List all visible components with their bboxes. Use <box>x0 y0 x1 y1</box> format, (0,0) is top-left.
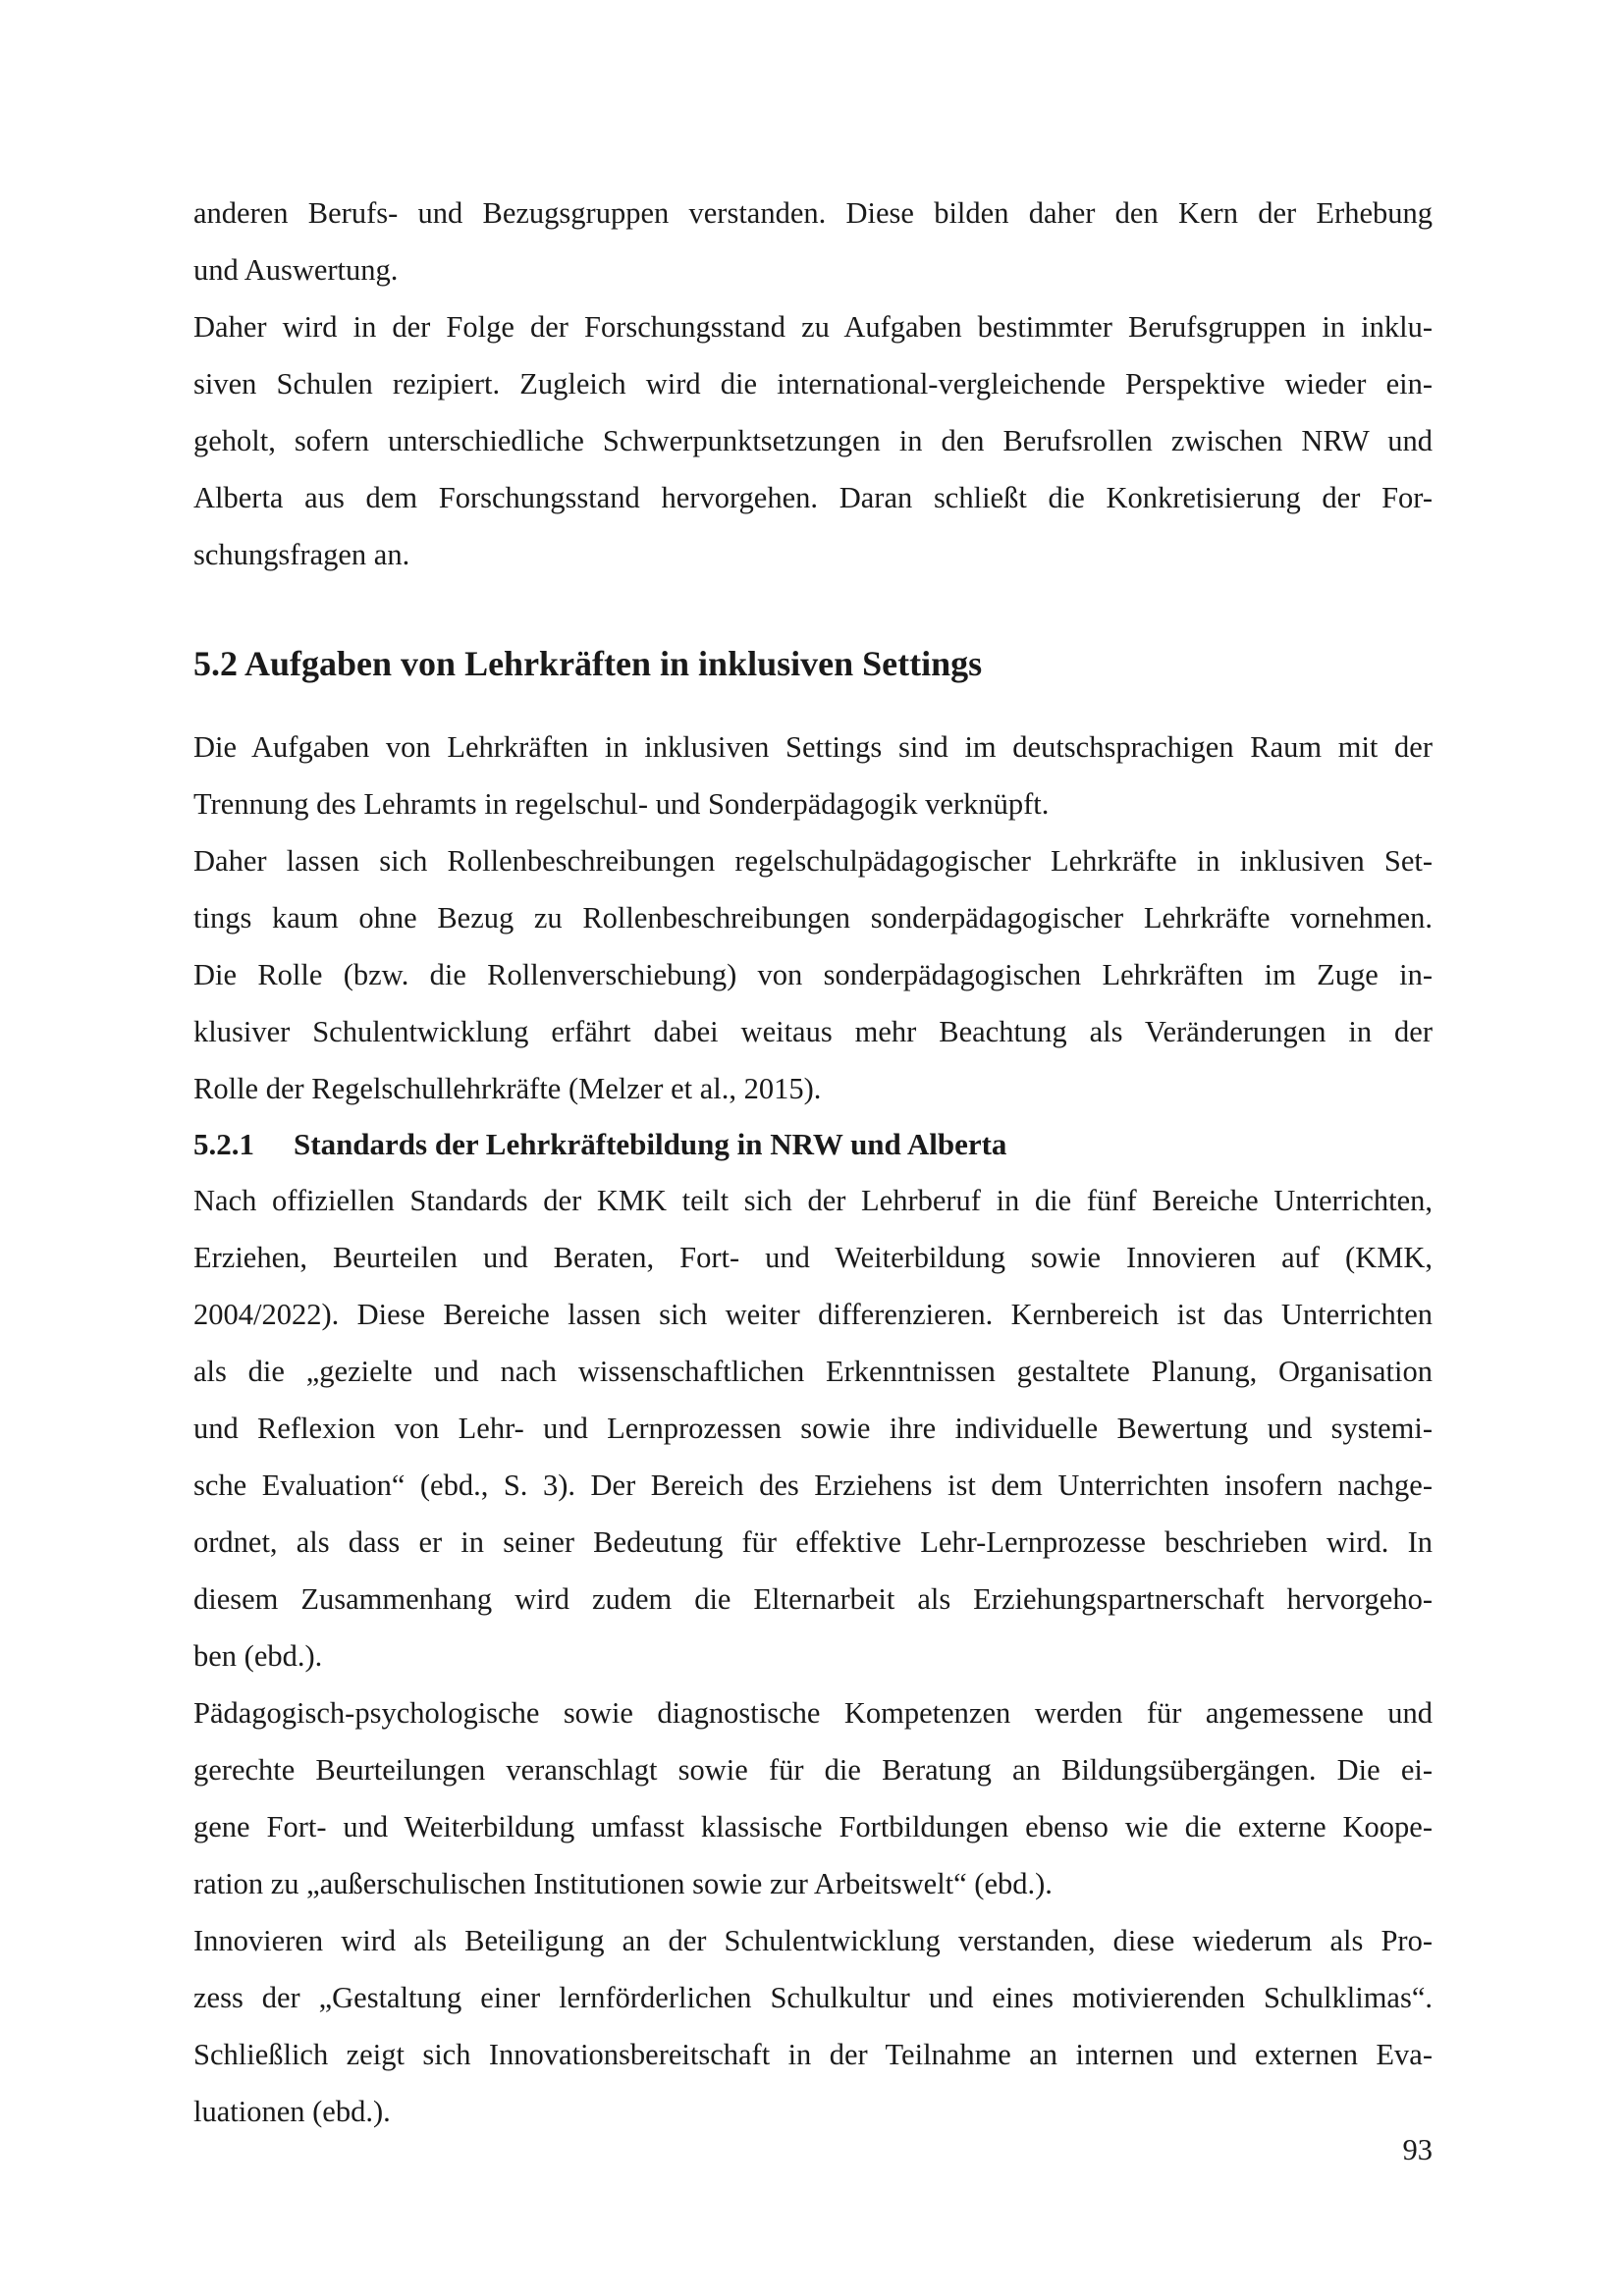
paragraph-line: ration zu „außerschulischen Institutionen sowie zur Arbeitswelt“ (ebd.). <box>193 1867 1053 1900</box>
paragraph-4 <box>193 832 1433 1117</box>
paragraph-line: tings kaum ohne Bezug zu Rollenbeschreibungen sonderpädagogischer Lehrkräfte vornehmen. <box>193 901 1433 934</box>
paragraph-line: gene Fort- und Weiterbildung umfasst klassische Fortbildungen ebenso wie die externe Koope- <box>193 1810 1433 1843</box>
paragraph-line: 2004/2022). Diese Bereiche lassen sich weiter differenzieren. Kernbereich ist das Unterrichten <box>193 1298 1433 1331</box>
paragraph-line: sche Evaluation“ (ebd., S. 3). Der Bereich des Erziehens ist dem Unterrichten insofern nachge- <box>193 1468 1433 1502</box>
paragraph-line: Innovieren wird als Beteiligung an der Schulentwicklung verstanden, diese wiederum als Pro- <box>193 1924 1433 1957</box>
paragraph-line: Pädagogisch-psychologische sowie diagnostische Kompetenzen werden für angemessene und <box>193 1696 1433 1730</box>
paragraph-line: Nach offiziellen Standards der KMK teilt sich der Lehrberuf in die fünf Bereiche Unterrichten, <box>193 1184 1433 1217</box>
paragraph-line: gerechte Beurteilungen veranschlagt sowie für die Beratung an Bildungsübergängen. Die ei- <box>193 1753 1433 1787</box>
paragraph-line: luationen (ebd.). <box>193 2095 391 2128</box>
paragraph-line: Daher wird in der Folge der Forschungsstand zu Aufgaben bestimmter Berufsgruppen in inklu- <box>193 310 1433 344</box>
paragraph-line: als die „gezielte und nach wissenschaftlichen Erkenntnissen gestaltete Planung, Organisation <box>193 1355 1433 1388</box>
paragraph-line: und Auswertung. <box>193 253 399 287</box>
paragraph-6 <box>193 1684 1433 1912</box>
section-number: 5.2.1 <box>193 1127 254 1161</box>
paragraph-3 <box>193 719 1433 832</box>
paragraph-line: Erziehen, Beurteilen und Beraten, Fort- und Weiterbildung sowie Innovieren auf (KMK, <box>193 1241 1433 1274</box>
paragraph-line: diesem Zusammenhang wird zudem die Elternarbeit als Erziehungspartnerschaft hervorgeho- <box>193 1582 1433 1616</box>
paragraph-line: Schließlich zeigt sich Innovationsbereitschaft in der Teilnahme an internen und externen Eva- <box>193 2038 1433 2071</box>
document-page <box>193 185 1433 2140</box>
section-heading-5-2-1 <box>193 1123 1433 1166</box>
paragraph-line: siven Schulen rezipiert. Zugleich wird die international-vergleichende Perspektive wieder ein- <box>193 367 1433 400</box>
paragraph-line: ordnet, als dass er in seiner Bedeutung für effektive Lehr-Lernprozesse beschrieben wird. In <box>193 1525 1433 1559</box>
paragraph-line: Alberta aus dem Forschungsstand hervorgehen. Daran schließt die Konkretisierung der For- <box>193 481 1433 514</box>
paragraph-line: Daher lassen sich Rollenbeschreibungen regelschulpädagogischer Lehrkräfte in inklusiven Set- <box>193 844 1433 878</box>
section-title: Standards der Lehrkräftebildung in NRW und Alberta <box>294 1127 1007 1161</box>
paragraph-line: Die Aufgaben von Lehrkräften in inklusiven Settings sind im deutschsprachigen Raum mit der <box>193 730 1433 764</box>
paragraph-line: anderen Berufs- und Bezugsgruppen verstanden. Diese bilden daher den Kern der Erhebung <box>193 196 1433 230</box>
paragraph-line: schungsfragen an. <box>193 538 410 571</box>
paragraph-1 <box>193 185 1433 298</box>
paragraph-2 <box>193 298 1433 583</box>
paragraph-line: Rolle der Regelschullehrkräfte (Melzer et al., 2015). <box>193 1072 822 1105</box>
paragraph-5 <box>193 1172 1433 1684</box>
section-heading-5-2: 5.2 Aufgaben von Lehrkräften in inklusiven Settings <box>193 644 983 683</box>
paragraph-line: und Reflexion von Lehr- und Lernprozessen sowie ihre individuelle Bewertung und systemi- <box>193 1412 1433 1445</box>
paragraph-line: Trennung des Lehramts in regelschul- und Sonderpädagogik verknüpft. <box>193 787 1050 821</box>
paragraph-line: Die Rolle (bzw. die Rollenverschiebung) von sonderpädagogischen Lehrkräften im Zuge in- <box>193 958 1433 991</box>
paragraph-line: ben (ebd.). <box>193 1639 323 1673</box>
paragraph-line: zess der „Gestaltung einer lernförderlichen Schulkultur und eines motivierenden Schulklimas“. <box>193 1981 1433 2014</box>
page-number: 93 <box>1402 2133 1433 2166</box>
paragraph-line: klusiver Schulentwicklung erfährt dabei weitaus mehr Beachtung als Veränderungen in der <box>193 1015 1433 1048</box>
paragraph-7 <box>193 1912 1433 2140</box>
paragraph-line: geholt, sofern unterschiedliche Schwerpunktsetzungen in den Berufsrollen zwischen NRW und <box>193 424 1433 457</box>
